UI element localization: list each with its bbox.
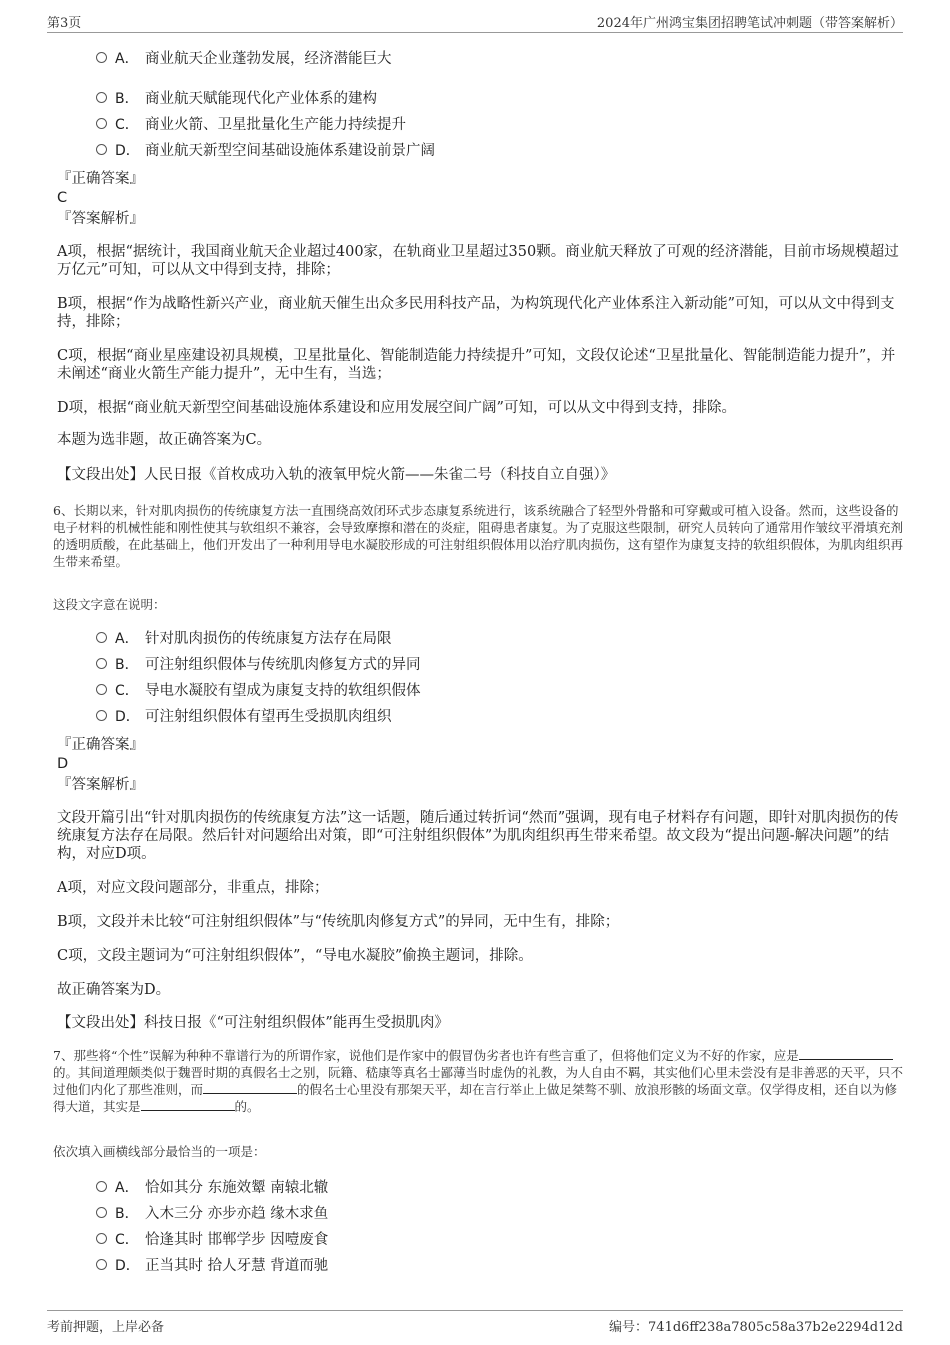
- footer-slogan: 考前押题，上岸必备: [47, 1320, 165, 1335]
- page-footer: [47, 1310, 903, 1335]
- radio-icon[interactable]: [96, 1233, 107, 1244]
- radio-icon[interactable]: [96, 144, 107, 155]
- q5-answer-label: 『正确答案』: [57, 171, 144, 187]
- q6-analysis-a: A项，对应文段问题部分，非重点，排除；: [57, 880, 329, 896]
- page-header: [47, 12, 903, 33]
- radio-icon[interactable]: [96, 1207, 107, 1218]
- q6-stem: 6、长期以来，针对肌肉损伤的传统康复方法一直围绕高效闭环式步态康复系统进行，该系统融合了轻型外骨骼和可穿戴或可植入设备。然而，这些设备的电子材料的机械性能和刚性使其与软组织不兼容，会导致摩擦和潜在的炎症，阻碍患者康复。为了克服这些限制，研究人员转向了通常用作皱纹平滑填充剂的透明质酸，在此基础上，他们开发出了一种利用导电水凝胶形成的可注射组织假体用以治疗肌肉损伤，这有望作为康复支持的软组织假体，为肌肉组织再生带来希望。: [53, 503, 904, 569]
- radio-icon[interactable]: [96, 684, 107, 695]
- q5-analysis-a: A项，根据“据统计，我国商业航天企业超过400家，在轨商业卫星超过350颗。商业航天释放了可观的经济潜能，目前市场规模超过万亿元”可知，可以从文中得到支持，排除；: [57, 244, 899, 278]
- fill-blank-1[interactable]: [799, 1047, 893, 1060]
- radio-icon[interactable]: [96, 1181, 107, 1192]
- q5-answer: C: [57, 190, 68, 206]
- q6-answer-label: 『正确答案』: [57, 737, 144, 753]
- radio-icon[interactable]: [96, 52, 107, 63]
- q7-option-d[interactable]: D． 正当其时 拾人牙慧 背道而驰: [96, 1257, 328, 1275]
- page-number: 第3页: [47, 16, 82, 31]
- q7-prompt: 依次填入画横线部分最恰当的一项是：: [53, 1144, 266, 1159]
- q7-option-c[interactable]: C． 恰逢其时 邯郸学步 因噎废食: [96, 1231, 328, 1249]
- q5-analysis-d: D项，根据“商业航天新型空间基础设施体系建设和应用发展空间广阔”可知，可以从文中得到支持，排除。: [57, 400, 736, 416]
- radio-icon[interactable]: [96, 92, 107, 103]
- fill-blank-3[interactable]: [141, 1098, 235, 1111]
- document-id: 编号：741d6ff238a7805c58a37b2e2294d12d: [609, 1320, 903, 1335]
- q6-analysis-main: 文段开篇引出“针对肌肉损伤的传统康复方法”这一话题，随后通过转折词“然而”强调，现有电子材料存有问题，即针对肌肉损伤的传统康复方法存在局限。然后针对问题给出对策，即“可注射组织假体”为肌肉组织再生带来希望。故文段为“提出问题-解决问题”的结构，对应D项。: [57, 810, 899, 862]
- q6-analysis-c: C项，文段主题词为“可注射组织假体”，“导电水凝胶”偷换主题词，排除。: [57, 948, 533, 964]
- q7-option-a[interactable]: A． 恰如其分 东施效颦 南辕北辙: [96, 1179, 328, 1197]
- q6-option-c[interactable]: C． 导电水凝胶有望成为康复支持的软组织假体: [96, 682, 421, 700]
- q5-conclusion: 本题为选非题，故正确答案为C。: [57, 432, 272, 448]
- q5-source: 【文段出处】人民日报《首枚成功入轨的液氧甲烷火箭——朱雀二号（科技自立自强）》: [57, 467, 616, 483]
- document-title: 2024年广州鸿宝集团招聘笔试冲刺题（带答案解析）: [596, 16, 903, 31]
- radio-icon[interactable]: [96, 710, 107, 721]
- q6-conclusion: 故正确答案为D。: [57, 982, 171, 998]
- radio-icon[interactable]: [96, 658, 107, 669]
- radio-icon[interactable]: [96, 632, 107, 643]
- q6-option-b[interactable]: B． 可注射组织假体与传统肌肉修复方式的异同: [96, 656, 421, 674]
- fill-blank-2[interactable]: [203, 1081, 297, 1094]
- q5-analysis-label: 『答案解析』: [57, 211, 144, 227]
- radio-icon[interactable]: [96, 118, 107, 129]
- q5-option-d[interactable]: D． 商业航天新型空间基础设施体系建设前景广阔: [96, 142, 435, 160]
- q6-source: 【文段出处】科技日报《“可注射组织假体”能再生受损肌肉》: [57, 1015, 449, 1031]
- q7-option-b[interactable]: B． 入木三分 亦步亦趋 缘木求鱼: [96, 1205, 328, 1223]
- q5-option-c[interactable]: C． 商业火箭、卫星批量化生产能力持续提升: [96, 116, 406, 134]
- radio-icon[interactable]: [96, 1259, 107, 1270]
- q7-stem: 7、那些将“个性”误解为种种不靠谱行为的所谓作家，说他们是作家中的假冒伪劣者也许有些言重了，但将他们定义为不好的作家，应是的。其间道理颇类似于魏晋时期的真假名士之别，阮籍、嵇康等真名士鄙薄当时虚伪的礼教，为人自由不羁，其实他们心里未尝没有是非善恶的天平，只不过他们内化了那些准则，而 的假名士心里没有那架天平，却在言行举止上做足桀骜不驯、放浪形骸的场面文章。仅学得皮相，还自以为修得大道，其实是 的。: [53, 1048, 904, 1114]
- q5-option-a[interactable]: A． 商业航天企业蓬勃发展，经济潜能巨大: [96, 50, 392, 68]
- q5-option-b[interactable]: B． 商业航天赋能现代化产业体系的建构: [96, 90, 377, 108]
- q6-prompt: 这段文字意在说明：: [53, 597, 166, 612]
- q6-analysis-b: B项，文段并未比较“可注射组织假体”与“传统肌肉修复方式”的异同，无中生有，排除；: [57, 914, 620, 930]
- q6-option-a[interactable]: A． 针对肌肉损伤的传统康复方法存在局限: [96, 630, 392, 648]
- q5-analysis-c: C项，根据“商业星座建设初具规模，卫星批量化、智能制造能力持续提升”可知，文段仅论述“卫星批量化、智能制造能力提升”，并未阐述“商业火箭生产能力提升”，无中生有，当选；: [57, 348, 896, 382]
- q5-analysis-b: B项，根据“作为战略性新兴产业，商业航天催生出众多民用科技产品，为构筑现代化产业体系注入新动能”可知，可以从文中得到支持，排除；: [57, 296, 895, 330]
- q6-option-d[interactable]: D． 可注射组织假体有望再生受损肌肉组织: [96, 708, 392, 726]
- q6-analysis-label: 『答案解析』: [57, 777, 144, 793]
- q6-answer: D: [57, 756, 69, 772]
